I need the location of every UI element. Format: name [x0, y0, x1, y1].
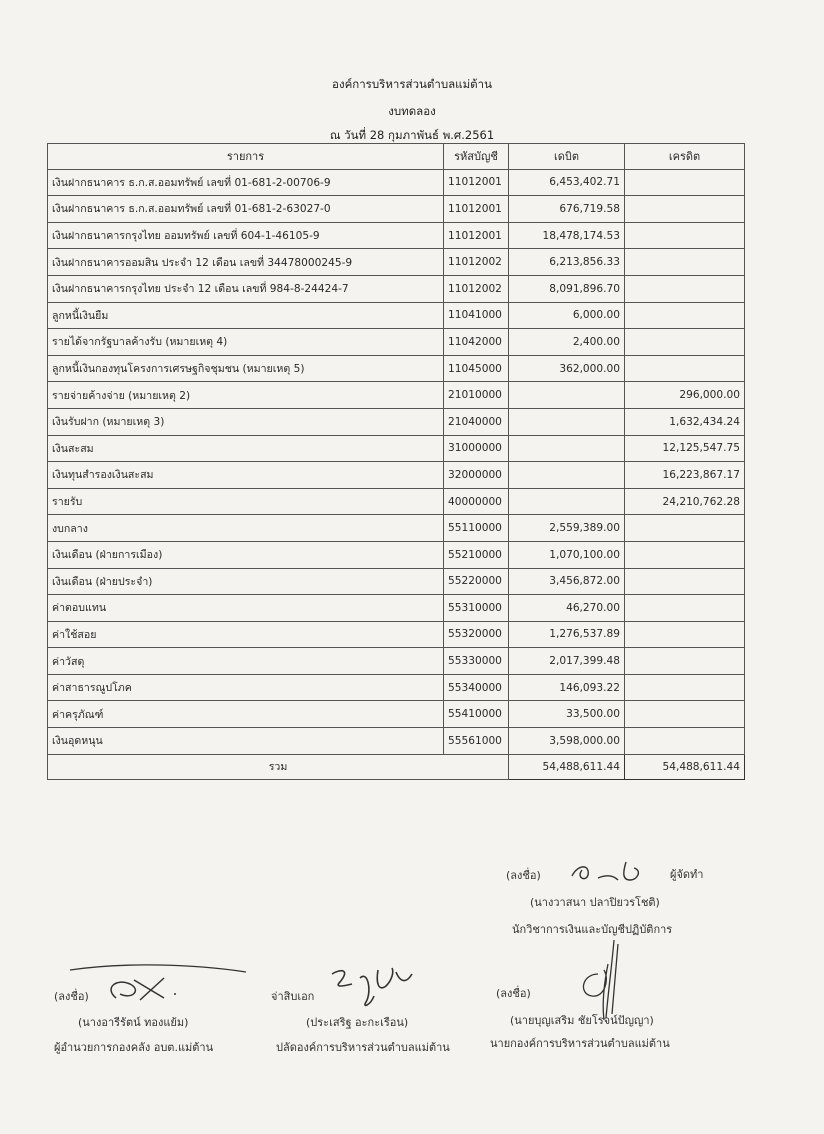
trial-balance-table	[47, 143, 745, 780]
row-debit: 6,453,402.71	[509, 169, 625, 196]
total-debit: 54,488,611.44	[509, 754, 625, 780]
deputy-name: (ประเสริฐ อะกะเรือน)	[306, 1016, 409, 1029]
row-code: 55561000	[444, 728, 509, 755]
row-item: เงินอุดหนุน	[48, 728, 444, 755]
document-title: งบทดลอง	[388, 104, 436, 118]
row-debit: 3,598,000.00	[509, 728, 625, 755]
row-code: 55110000	[444, 515, 509, 542]
row-credit: 1,632,434.24	[625, 408, 745, 435]
row-code: 11012001	[444, 169, 509, 196]
date-line: ณ วันที่ 28 กุมภาพันธ์ พ.ศ.2561	[329, 128, 495, 142]
row-debit: 6,213,856.33	[509, 249, 625, 276]
row-debit: 146,093.22	[509, 674, 625, 701]
row-code: 21040000	[444, 408, 509, 435]
row-code: 55410000	[444, 701, 509, 728]
total-row	[48, 754, 745, 780]
row-credit	[625, 329, 745, 356]
row-credit	[625, 302, 745, 329]
table-row	[48, 648, 745, 675]
table-row	[48, 595, 745, 622]
finance-director-signature-scribble	[64, 958, 250, 1004]
row-credit	[625, 222, 745, 249]
row-debit	[509, 382, 625, 409]
preparer-position: นักวิชาการเงินและบัญชีปฏิบัติการ	[512, 923, 673, 936]
row-credit	[625, 595, 745, 622]
table-row	[48, 488, 745, 515]
row-credit: 16,223,867.17	[625, 462, 745, 489]
row-code: 11012002	[444, 249, 509, 276]
row-debit	[509, 488, 625, 515]
table-row	[48, 621, 745, 648]
finance-director-sign-label: (ลงชื่อ)	[54, 990, 89, 1003]
row-debit	[509, 462, 625, 489]
row-item: ค่าใช้สอย	[48, 621, 444, 648]
row-code: 55340000	[444, 674, 509, 701]
row-debit: 1,070,100.00	[509, 541, 625, 568]
finance-director-position: ผู้อำนวยการกองคลัง อบต.แม่ต้าน	[54, 1041, 214, 1054]
row-code: 11045000	[444, 355, 509, 382]
deputy-position: ปลัดองค์การบริหารส่วนตำบลแม่ต้าน	[276, 1041, 450, 1054]
finance-director-name: (นางอารีรัตน์ ทองแย้ม)	[78, 1016, 189, 1029]
row-credit	[625, 728, 745, 755]
row-credit	[625, 196, 745, 223]
row-item: เงินทุนสำรองเงินสะสม	[48, 462, 444, 489]
total-label: รวม	[48, 754, 509, 780]
row-credit	[625, 568, 745, 595]
deputy-prefix: จ่าสิบเอก	[271, 990, 315, 1003]
row-item: เงินเดือน (ฝ่ายการเมือง)	[48, 541, 444, 568]
row-item: เงินสะสม	[48, 435, 444, 462]
row-item: ลูกหนี้เงินกองทุนโครงการเศรษฐกิจชุมชน (หมายเหตุ 5)	[48, 355, 444, 382]
row-credit	[625, 275, 745, 302]
row-code: 55310000	[444, 595, 509, 622]
table-row	[48, 568, 745, 595]
col-header-debit: เดบิต	[509, 144, 625, 170]
row-code: 55210000	[444, 541, 509, 568]
row-credit	[625, 701, 745, 728]
row-code: 11012001	[444, 196, 509, 223]
row-code: 11041000	[444, 302, 509, 329]
row-item: รายจ่ายค้างจ่าย (หมายเหตุ 2)	[48, 382, 444, 409]
row-credit	[625, 621, 745, 648]
row-code: 55220000	[444, 568, 509, 595]
row-debit: 3,456,872.00	[509, 568, 625, 595]
row-credit: 296,000.00	[625, 382, 745, 409]
row-credit: 12,125,547.75	[625, 435, 745, 462]
row-credit	[625, 515, 745, 542]
row-credit	[625, 541, 745, 568]
deputy-signature-scribble	[326, 962, 422, 1010]
row-debit	[509, 408, 625, 435]
mayor-name: (นายบุญเสริม ชัยโรจน์ปัญญา)	[510, 1014, 654, 1027]
table-row	[48, 169, 745, 196]
mayor-position: นายกองค์การบริหารส่วนตำบลแม่ต้าน	[490, 1037, 670, 1050]
row-item: ค่าวัสดุ	[48, 648, 444, 675]
row-item: เงินฝากธนาคาร ธ.ก.ส.ออมทรัพย์ เลขที่ 01-681-2-00706-9	[48, 169, 444, 196]
table-row	[48, 249, 745, 276]
row-credit	[625, 355, 745, 382]
row-credit	[625, 648, 745, 675]
table-row	[48, 355, 745, 382]
table-row	[48, 408, 745, 435]
table-row	[48, 435, 745, 462]
row-item: เงินรับฝาก (หมายเหตุ 3)	[48, 408, 444, 435]
row-item: เงินฝากธนาคารออมสิน ประจำ 12 เดือน เลขที่ 34478000245-9	[48, 249, 444, 276]
row-credit	[625, 674, 745, 701]
row-item: เงินฝากธนาคารกรุงไทย ออมทรัพย์ เลขที่ 604-1-46105-9	[48, 222, 444, 249]
table-row	[48, 541, 745, 568]
row-debit: 2,400.00	[509, 329, 625, 356]
col-header-credit: เครดิต	[625, 144, 745, 170]
table-row	[48, 382, 745, 409]
row-code: 11042000	[444, 329, 509, 356]
row-item: รายรับ	[48, 488, 444, 515]
row-debit: 8,091,896.70	[509, 275, 625, 302]
row-debit: 33,500.00	[509, 701, 625, 728]
row-code: 55320000	[444, 621, 509, 648]
row-item: ค่าครุภัณฑ์	[48, 701, 444, 728]
mayor-sign-label: (ลงชื่อ)	[496, 987, 531, 1000]
table-row	[48, 275, 745, 302]
row-code: 32000000	[444, 462, 509, 489]
row-debit: 18,478,174.53	[509, 222, 625, 249]
table-row	[48, 728, 745, 755]
org-name: องค์การบริหารส่วนตำบลแม่ต้าน	[332, 77, 492, 91]
preparer-name: (นางวาสนา ปลาปิยวรโชติ)	[530, 896, 660, 909]
row-item: ค่าตอบแทน	[48, 595, 444, 622]
row-code: 21010000	[444, 382, 509, 409]
table-row	[48, 462, 745, 489]
preparer-role-tag: ผู้จัดทำ	[670, 868, 704, 881]
table-row	[48, 701, 745, 728]
table-row	[48, 329, 745, 356]
row-credit: 24,210,762.28	[625, 488, 745, 515]
row-code: 31000000	[444, 435, 509, 462]
row-item: เงินฝากธนาคาร ธ.ก.ส.ออมทรัพย์ เลขที่ 01-681-2-63027-0	[48, 196, 444, 223]
table-row	[48, 302, 745, 329]
row-item: เงินเดือน (ฝ่ายประจำ)	[48, 568, 444, 595]
row-debit: 6,000.00	[509, 302, 625, 329]
table-header-row	[48, 144, 745, 170]
row-item: งบกลาง	[48, 515, 444, 542]
preparer-sign-label: (ลงชื่อ)	[506, 869, 541, 882]
row-debit: 1,276,537.89	[509, 621, 625, 648]
row-credit	[625, 249, 745, 276]
col-header-code: รหัสบัญชี	[444, 144, 509, 170]
table-row	[48, 674, 745, 701]
col-header-item: รายการ	[48, 144, 444, 170]
row-code: 40000000	[444, 488, 509, 515]
row-code: 11012001	[444, 222, 509, 249]
table-row	[48, 196, 745, 223]
row-code: 55330000	[444, 648, 509, 675]
row-item: ลูกหนี้เงินยืม	[48, 302, 444, 329]
row-credit	[625, 169, 745, 196]
preparer-signature-scribble	[568, 858, 663, 884]
row-item: รายได้จากรัฐบาลค้างรับ (หมายเหตุ 4)	[48, 329, 444, 356]
row-item: เงินฝากธนาคารกรุงไทย ประจำ 12 เดือน เลขที่ 984-8-24424-7	[48, 275, 444, 302]
row-debit: 46,270.00	[509, 595, 625, 622]
table-body	[48, 169, 745, 754]
total-credit: 54,488,611.44	[625, 754, 745, 780]
row-debit: 362,000.00	[509, 355, 625, 382]
row-debit: 676,719.58	[509, 196, 625, 223]
table-row	[48, 222, 745, 249]
row-debit	[509, 435, 625, 462]
row-debit: 2,017,399.48	[509, 648, 625, 675]
row-code: 11012002	[444, 275, 509, 302]
row-debit: 2,559,389.00	[509, 515, 625, 542]
table-row	[48, 515, 745, 542]
row-item: ค่าสาธารณูปโภค	[48, 674, 444, 701]
